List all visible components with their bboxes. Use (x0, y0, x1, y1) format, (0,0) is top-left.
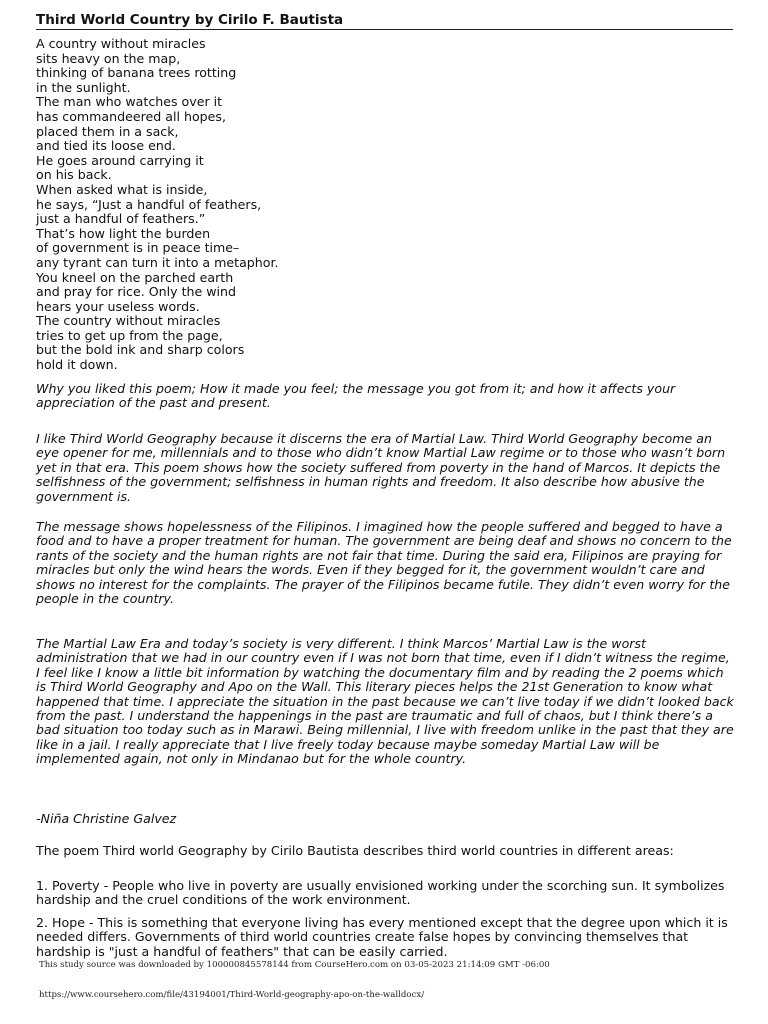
list-item-hope: 2. Hope - This is something that everyone living has every mentioned except that the degree upon which it is needed differs. Governments of third world countries create false hopes by convincing themselves that hardship is "just a handful of feathers" that can be easily carried. (36, 915, 728, 959)
poem-line: in the sunlight. (36, 79, 131, 95)
author-signature: -Niña Christine Galvez (36, 811, 177, 826)
poem-line: thinking of banana trees rotting (36, 65, 237, 81)
poem-line: sits heavy on the map, (36, 50, 181, 66)
poem-line: has commandeered all hopes, (36, 108, 226, 124)
poem-line: tries to get up from the page, (36, 327, 223, 343)
poem-line: A country without miracles (36, 36, 206, 51)
essay-paragraph-3: The Martial Law Era and today’s society is very different. I think Marcos’ Martial Law is the worst administration that we had in our country even if I was not born that time, even if I didn’t witness the regime, I feel like I know a little bit information by watching the documentary film and by reading the 2 poems which is Third World Geography and Apo on the Wall. This literary pieces helps the 21st Generation to know what happened that time. I appreciate the situation in the past because we can’t live today if we didn’t looked back from the past. I understand the happenings in the past are traumatic and full of chaos, but I think there’s a bad situation too today such as in Marawi. Being millennial, I live with freedom unlike in the past that they are like in a jail. I really appreciate that I live freely today because maybe someday Martial Law will be implemented again, not only in Mindanao but for the whole country. (36, 636, 734, 767)
poem-line: on his back. (36, 167, 112, 183)
poem-line: The country without miracles (36, 313, 221, 329)
poem-line: of government is in peace time– (36, 240, 240, 256)
list-item-poverty: 1. Poverty - People who live in poverty are usually envisioned working under the scorching sun. It symbolizes hardship and the cruel conditions of the work environment. (36, 878, 725, 908)
poem (36, 37, 536, 373)
poem-line: hold it down. (36, 357, 118, 373)
poem-line: but the bold ink and sharp colors (36, 342, 245, 358)
essay-prompt: Why you liked this poem; How it made you feel; the message you got from it; and how it affects your appreciation of the past and present. (36, 381, 676, 411)
poem-line: When asked what is inside, (36, 181, 208, 197)
essay-paragraph-1: I like Third World Geography because it discerns the era of Martial Law. Third World Geography become an eye opener for me, millennials and to those who didn’t know Martial Law regime or to those who wasn’t born yet in that era. This poem shows how the society suffered from poverty in the hand of Marcos. It depicts the selfishness of the government; selfishness in human rights and freedom. It also describe how abusive the government is. (36, 431, 726, 504)
poem-line: he says, “Just a handful of feathers, (36, 196, 262, 212)
poem-line: and tied its loose end. (36, 138, 176, 154)
poem-line: That’s how light the burden (36, 225, 211, 241)
poem-line: placed them in a sack, (36, 123, 179, 139)
document-title: Third World Country by Cirilo F. Bautista (36, 12, 733, 30)
poem-line: The man who watches over it (36, 94, 223, 110)
source-url[interactable]: https://www.coursehero.com/file/43194001/Third-World-geography-apo-on-the-walldocx/ (39, 990, 425, 1000)
poem-line: just a handful of feathers.” (36, 211, 206, 227)
poem-line: You kneel on the parched earth (36, 269, 234, 285)
poem-line: any tyrant can turn it into a metaphor. (36, 254, 279, 270)
poem-line: and pray for rice. Only the wind (36, 284, 237, 300)
intro-paragraph: The poem Third world Geography by Cirilo Bautista describes third world countries in different areas: (36, 843, 674, 858)
poem-line: hears your useless words. (36, 298, 200, 314)
poem-line: He goes around carrying it (36, 152, 204, 168)
download-notice: This study source was downloaded by 100000845578144 from CourseHero.com on 03-05-2023 21:14:09 GMT -06:00 (39, 960, 550, 970)
essay-paragraph-2: The message shows hopelessness of the Filipinos. I imagined how the people suffered and begged to have a food and to have a proper treatment for human. The government are being deaf and shows no concern to the rants of the society and the human rights are not fair that time. During the said era, Filipinos are praying for miracles but only the wind hears the words. Even if they begged for it, the government wouldn’t care and shows no interest for the complaints. The prayer of the Filipinos became futile. They didn’t even worry for the people in the country. (36, 519, 732, 607)
